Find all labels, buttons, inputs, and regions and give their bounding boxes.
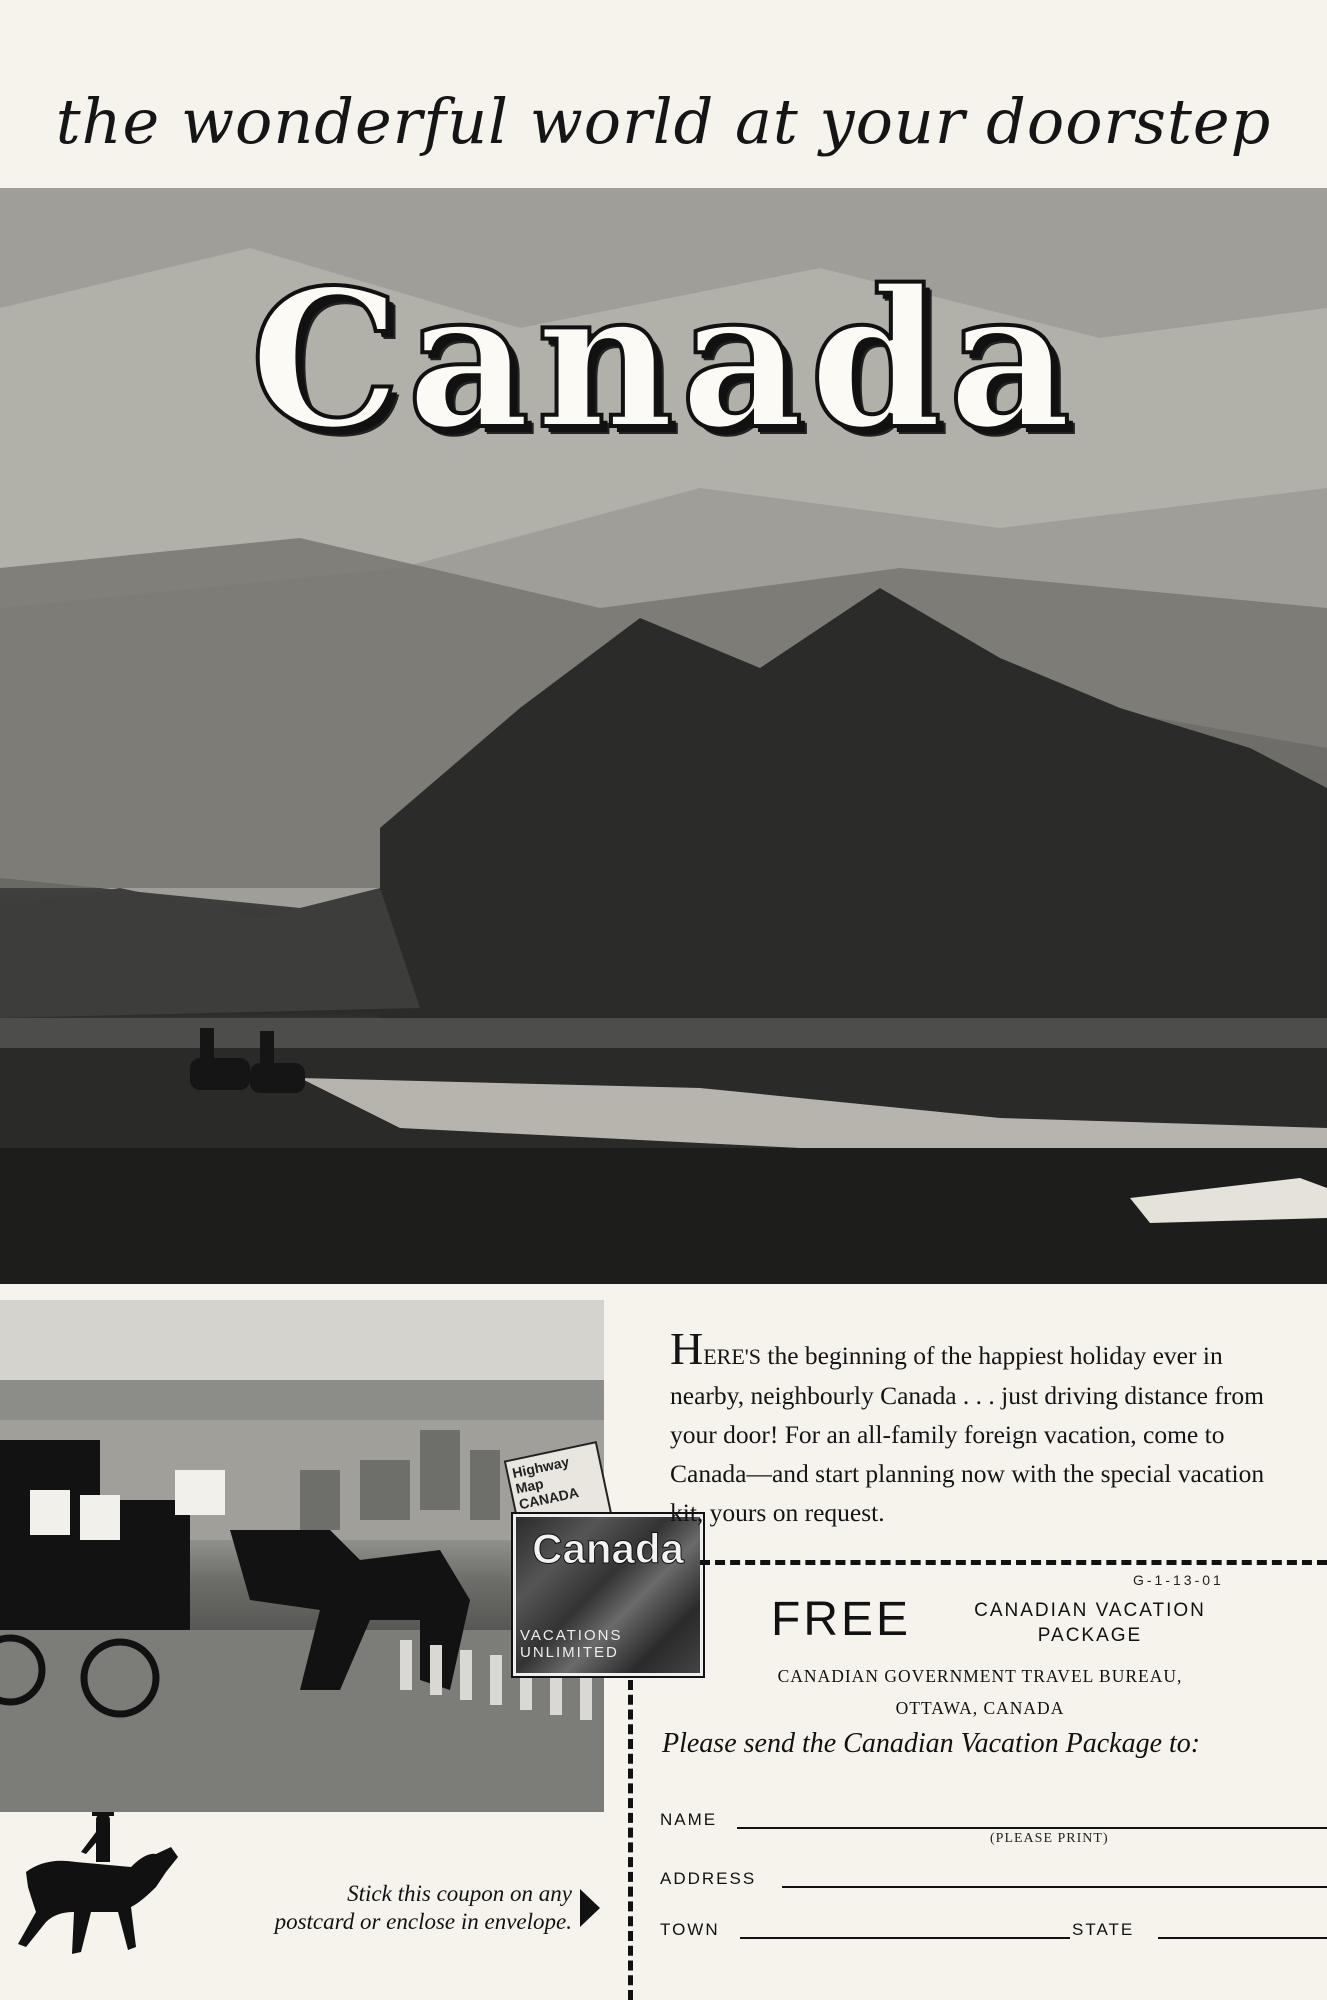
drop-cap: H	[670, 1323, 704, 1374]
package-line2: PACKAGE	[1037, 1625, 1143, 1646]
state-field-line[interactable]	[1158, 1937, 1327, 1939]
state-field-label: STATE	[1072, 1920, 1135, 1939]
address-field-line[interactable]	[782, 1886, 1327, 1888]
body-text: the beginning of the happiest holiday ever in nearby, neighbourly Canada . . . just driving distance from your door! For an all-family foreign vacation, come to Canada—and start planning now with the special vacation kit, yours on request.	[670, 1341, 1265, 1527]
coupon-send-to: Please send the Canadian Vacation Package to:	[662, 1728, 1201, 1759]
please-print-hint: (PLEASE PRINT)	[990, 1831, 1109, 1846]
smallcaps-lead: ERE'S	[703, 1344, 761, 1369]
town-field-line[interactable]	[740, 1937, 1070, 1939]
name-field-label: NAME	[660, 1810, 718, 1829]
coupon-cut-line-left	[628, 1680, 633, 2000]
address-field-label: ADDRESS	[660, 1869, 757, 1888]
vacation-booklet	[513, 1514, 703, 1676]
package-line1: CANADIAN VACATION	[974, 1600, 1206, 1621]
booklet-title: Canada	[532, 1525, 684, 1572]
coupon-cut-line-top	[700, 1560, 1327, 1565]
stick-line2: postcard or enclose in envelope.	[274, 1909, 572, 1934]
coupon-package-title	[940, 1598, 1240, 1648]
coupon-bureau	[660, 1660, 1300, 1724]
coupon-code: G-1-13-01	[1133, 1572, 1224, 1588]
hero-title: Canada	[249, 248, 1078, 471]
mountain-lake-photo	[0, 188, 1327, 1284]
mountie-on-horse-icon	[6, 1812, 196, 1962]
tagline: the wonderful world at your doorstep	[55, 85, 1272, 158]
bureau-line1: CANADIAN GOVERNMENT TRAVEL BUREAU,	[777, 1666, 1183, 1686]
stick-line1: Stick this coupon on any	[347, 1881, 572, 1906]
body-copy	[670, 1323, 1295, 1532]
coupon-free-label: FREE	[771, 1593, 912, 1646]
highway-map: Highway Map CANADA	[504, 1441, 614, 1539]
bureau-line2: OTTAWA, CANADA	[895, 1698, 1065, 1718]
name-field-line[interactable]	[737, 1827, 1327, 1829]
booklet-subtitle	[520, 1627, 704, 1661]
coupon-instructions	[220, 1880, 572, 1936]
booklet-subtitle-line1: VACATIONS	[520, 1627, 623, 1644]
booklet-subtitle-line2: UNLIMITED	[520, 1644, 619, 1661]
town-field-label: TOWN	[660, 1920, 720, 1939]
pointer-arrow-icon	[580, 1889, 600, 1927]
